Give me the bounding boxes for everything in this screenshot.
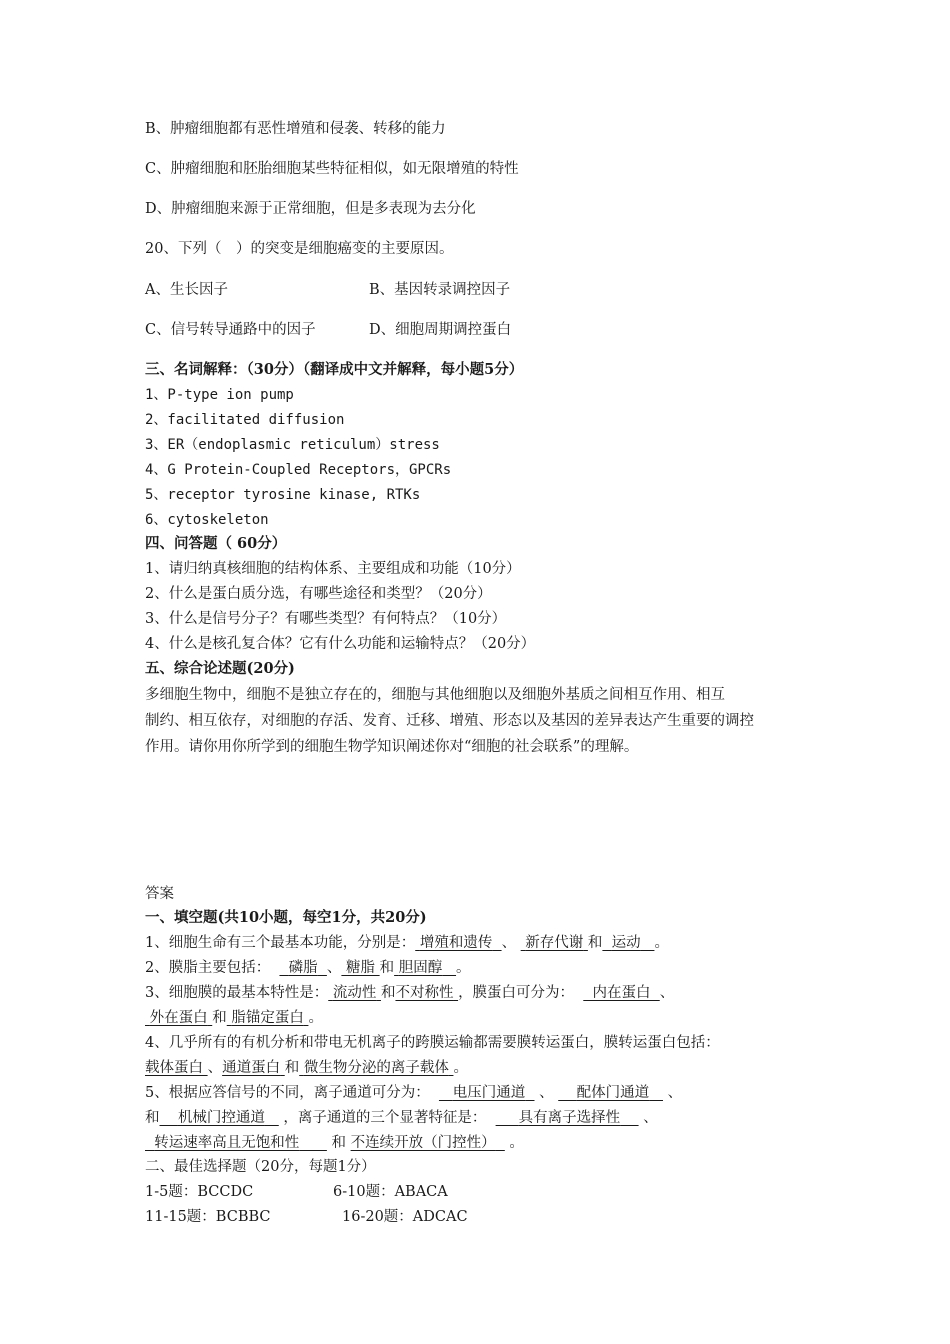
answer-2: 2、膜脂主要包括： 磷脂 、 糖脂 和 胆固醇 。: [145, 960, 471, 976]
term-1: 1、P-type ion pump: [145, 387, 294, 403]
question-1: 1、请归纳真核细胞的结构体系、主要组成和功能（10分）: [145, 561, 521, 577]
q20-option-a: A、生长因子: [145, 282, 228, 298]
answer-3: 3、细胞膜的最基本特性是： 流动性 和不对称性 ，膜蛋白可分为： 内在蛋白 、: [145, 985, 675, 1001]
answer-4-cont: 载体蛋白 、通道蛋白 和 微生物分泌的离子载体 。: [145, 1060, 468, 1076]
answer-5-cont2: 转运速率高且无饱和性 和 不连续开放（门控性） 。: [154, 1135, 524, 1151]
option-d: D、肿瘤细胞来源于正常细胞，但是多表现为去分化: [145, 201, 476, 217]
term-2: 2、facilitated diffusion: [145, 412, 345, 428]
mc-answers-6-10: 6-10题：ABACA: [333, 1184, 448, 1200]
q20-option-c: C、信号转导通路中的因子: [145, 322, 316, 338]
answer-5-cont: 和 机械门控通道 ，离子通道的三个显著特征是： 具有离子选择性 、: [145, 1110, 658, 1126]
answer-5: 5、根据应答信号的不同，离子通道可分为： 电压门通道 、 配体门通道 、: [145, 1085, 683, 1101]
answer-4: 4、几乎所有的有机分析和带电无机离子的跨膜运输都需要膜转运蛋白，膜转运蛋白包括：: [145, 1035, 720, 1051]
question-4: 4、什么是核孔复合体？它有什么功能和运输特点？（20分）: [145, 636, 536, 652]
term-6: 6、cytoskeleton: [145, 512, 269, 528]
section5-title: 五、综合论述题(20分): [145, 660, 295, 677]
essay-line-3: 作用。请你用你所学到的细胞生物学知识阐述你对“细胞的社会联系”的理解。: [145, 739, 639, 755]
essay-line-1: 多细胞生物中，细胞不是独立存在的，细胞与其他细胞以及细胞外基质之间相互作用、相互: [145, 687, 725, 703]
answer-3-cont: 外在蛋白 和 脂锚定蛋白 。: [149, 1010, 323, 1026]
essay-prompt: [145, 682, 810, 760]
section4-title: 四、问答题（ 60分）: [145, 535, 287, 552]
mc-answers-11-15: 11-15题：BCBBC: [145, 1209, 271, 1225]
term-4: 4、G Protein-Coupled Receptors，GPCRs: [145, 462, 452, 478]
term-3: 3、ER（endoplasmic reticulum）stress: [145, 437, 440, 453]
q20-option-d: D、细胞周期调控蛋白: [369, 322, 512, 338]
answer-1: 1、细胞生命有三个最基本功能，分别是： 增殖和遗传 、 新存代谢 和 运动 。: [145, 935, 669, 951]
section3-title: 三、名词解释：（30分）（翻译成中文并解释，每小题5分）: [145, 361, 524, 378]
answers-section1-title: 一、填空题(共10小题，每空1分，共20分): [145, 909, 427, 926]
mc-answers-16-20: 16-20题：ADCAC: [342, 1209, 468, 1225]
term-5: 5、receptor tyrosine kinase, RTKs: [145, 487, 421, 503]
answers-section2-title: 二、最佳选择题（20分，每题1分）: [145, 1159, 376, 1175]
q20-option-b: B、基因转录调控因子: [369, 282, 511, 298]
question-3: 3、什么是信号分子？有哪些类型？有何特点？（10分）: [145, 611, 507, 627]
answers-heading: 答案: [145, 886, 174, 902]
question-2: 2、什么是蛋白质分选，有哪些途径和类型？（20分）: [145, 586, 492, 602]
option-b: B、肿瘤细胞都有恶性增殖和侵袭、转移的能力: [145, 121, 446, 137]
question-20: 20、下列（ ）的突变是细胞癌变的主要原因。: [145, 241, 454, 257]
essay-line-2: 制约、相互依存，对细胞的存活、发育、迁移、增殖、形态以及基因的差异表达产生重要的调控: [145, 713, 754, 729]
mc-answers-1-5: 1-5题：BCCDC: [145, 1184, 254, 1200]
option-c: C、肿瘤细胞和胚胎细胞某些特征相似，如无限增殖的特性: [145, 161, 519, 177]
